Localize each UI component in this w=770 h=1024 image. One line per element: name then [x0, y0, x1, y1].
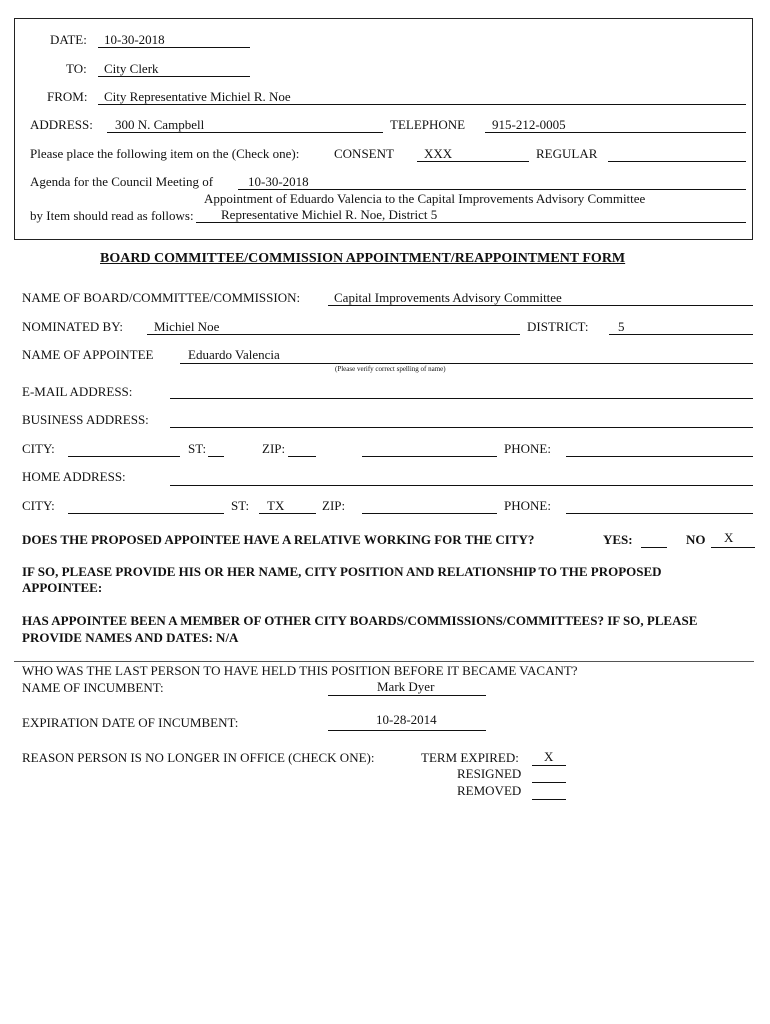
business-extra-field[interactable]	[362, 456, 497, 457]
home-st-label: ST:	[231, 498, 250, 513]
nominated-value[interactable]: Michiel Noe	[154, 319, 220, 334]
email-field[interactable]	[170, 398, 753, 399]
agenda-underline	[238, 189, 746, 190]
removed-label: REMOVED	[457, 783, 522, 798]
resigned-field[interactable]	[532, 782, 566, 783]
board-value[interactable]: Capital Improvements Advisory Committee	[334, 290, 562, 305]
expiration-label: EXPIRATION DATE OF INCUMBENT:	[22, 715, 239, 730]
incumbent-label: NAME OF INCUMBENT:	[22, 680, 164, 695]
from-label: FROM:	[47, 89, 88, 104]
district-label: DISTRICT:	[527, 319, 589, 334]
regular-underline	[608, 161, 746, 162]
address-value[interactable]: 300 N. Campbell	[115, 117, 205, 132]
incumbent-underline	[328, 695, 486, 696]
business-zip-field[interactable]	[288, 456, 316, 457]
appointee-label: NAME OF APPOINTEE	[22, 347, 154, 362]
spelling-note: (Please verify correct spelling of name)	[335, 365, 446, 373]
if-so-line-2: APPOINTEE:	[22, 580, 103, 595]
business-address-field[interactable]	[170, 427, 753, 428]
yes-label: YES:	[603, 532, 633, 547]
telephone-label: TELEPHONE	[390, 117, 466, 132]
expiration-value[interactable]: 10-28-2014	[376, 712, 437, 727]
from-value[interactable]: City Representative Michiel R. Noe	[104, 89, 291, 104]
home-city-field[interactable]	[68, 513, 224, 514]
home-address-field[interactable]	[170, 485, 753, 486]
member-line-2: PROVIDE NAMES AND DATES: N/A	[22, 630, 239, 645]
email-label: E-MAIL ADDRESS:	[22, 384, 133, 399]
term-expired-label: TERM EXPIRED:	[421, 750, 519, 765]
no-label: NO	[686, 532, 706, 547]
if-so-line-1: IF SO, PLEASE PROVIDE HIS OR HER NAME, CITY POSITION AND RELATIONSHIP TO THE PROPOSED	[22, 564, 662, 579]
no-underline	[711, 547, 755, 548]
agenda-label: Agenda for the Council Meeting of	[30, 174, 214, 189]
to-label: TO:	[66, 61, 87, 76]
consent-value[interactable]: XXX	[424, 146, 453, 161]
home-phone-field[interactable]	[566, 513, 753, 514]
form-title: BOARD COMMITTEE/COMMISSION APPOINTMENT/REAPPOINTMENT FORM	[100, 251, 626, 266]
business-st-field[interactable]	[208, 456, 224, 457]
business-city-label: CITY:	[22, 441, 55, 456]
date-label: DATE:	[50, 32, 87, 47]
business-city-field[interactable]	[68, 456, 180, 457]
appointee-value[interactable]: Eduardo Valencia	[188, 347, 280, 362]
business-st-label: ST:	[188, 441, 207, 456]
place-item-label: Please place the following item on the (Check one):	[30, 146, 300, 161]
agenda-value[interactable]: 10-30-2018	[248, 174, 309, 189]
home-zip-field[interactable]	[362, 513, 497, 514]
no-value[interactable]: X	[724, 530, 734, 545]
yes-underline	[641, 547, 667, 548]
removed-field[interactable]	[532, 799, 566, 800]
business-zip-label: ZIP:	[262, 441, 286, 456]
nominated-label: NOMINATED BY:	[22, 319, 123, 334]
business-phone-label: PHONE:	[504, 441, 551, 456]
board-label: NAME OF BOARD/COMMITTEE/COMMISSION:	[22, 290, 301, 305]
resigned-label: RESIGNED	[457, 766, 522, 781]
home-address-label: HOME ADDRESS:	[22, 469, 126, 484]
item-line-1: Appointment of Eduardo Valencia to the Capital Improvements Advisory Committee	[204, 191, 646, 206]
item-label: by Item should read as follows:	[30, 208, 194, 223]
address-label: ADDRESS:	[30, 117, 93, 132]
relative-question: DOES THE PROPOSED APPOINTEE HAVE A RELATIVE WORKING FOR THE CITY?	[22, 532, 535, 547]
last-person-question: WHO WAS THE LAST PERSON TO HAVE HELD THIS POSITION BEFORE IT BECAME VACANT?	[22, 663, 578, 678]
incumbent-value[interactable]: Mark Dyer	[377, 679, 435, 694]
home-st-value[interactable]: TX	[267, 498, 285, 513]
date-value[interactable]: 10-30-2018	[104, 32, 165, 47]
home-phone-label: PHONE:	[504, 498, 551, 513]
expiration-underline	[328, 730, 486, 731]
term-expired-underline	[532, 765, 566, 766]
business-address-label: BUSINESS ADDRESS:	[22, 412, 149, 427]
item-line-2[interactable]: Representative Michiel R. Noe, District 5	[221, 207, 438, 222]
district-underline	[609, 334, 753, 335]
home-zip-label: ZIP:	[322, 498, 346, 513]
telephone-value[interactable]: 915-212-0005	[492, 117, 566, 132]
member-line-1: HAS APPOINTEE BEEN A MEMBER OF OTHER CITY BOARDS/COMMISSIONS/COMMITTEES? IF SO, PLEASE	[22, 613, 698, 628]
term-expired-value[interactable]: X	[544, 749, 554, 764]
appointee-underline	[180, 363, 753, 364]
reason-label: REASON PERSON IS NO LONGER IN OFFICE (CHECK ONE):	[22, 750, 375, 765]
business-phone-field[interactable]	[566, 456, 753, 457]
section-divider	[14, 661, 754, 662]
home-city-label: CITY:	[22, 498, 55, 513]
district-value[interactable]: 5	[618, 319, 625, 334]
consent-label: CONSENT	[334, 146, 394, 161]
to-value[interactable]: City Clerk	[104, 61, 159, 76]
regular-label: REGULAR	[536, 146, 598, 161]
